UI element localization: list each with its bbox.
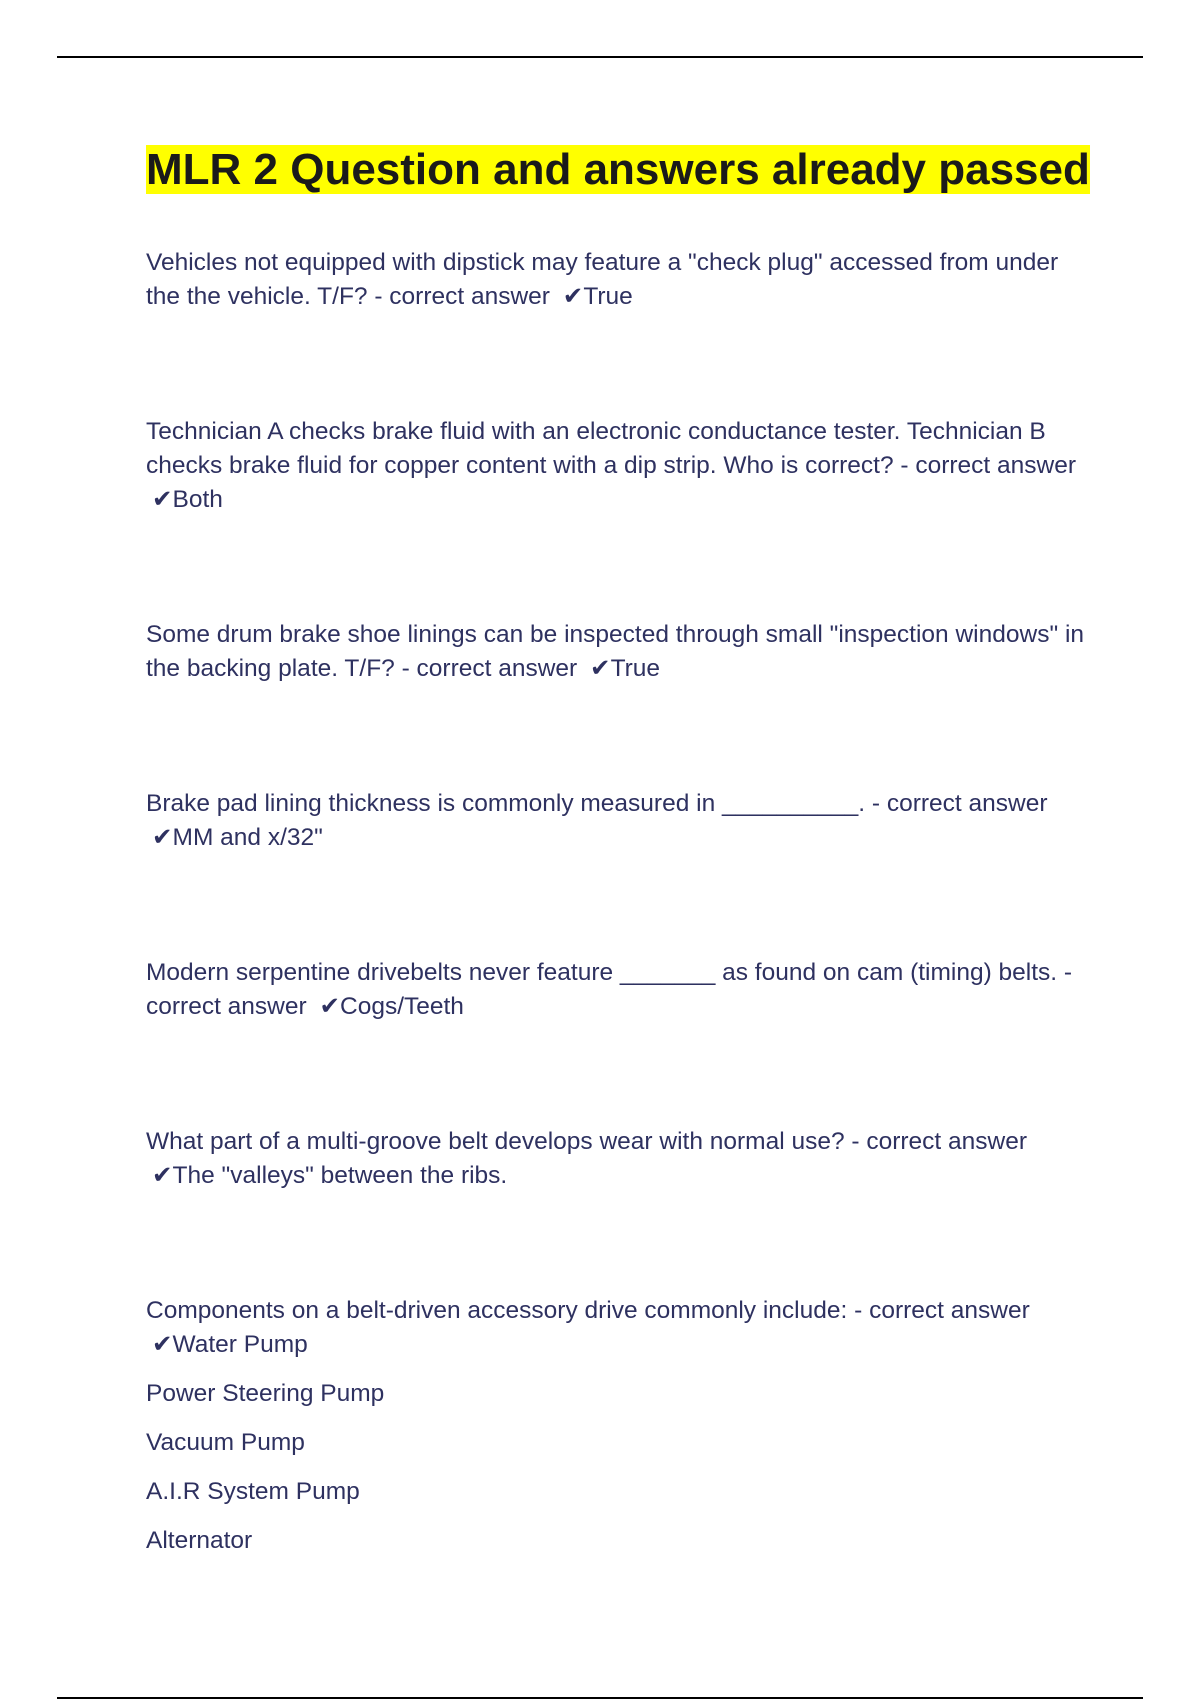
answer-text: The "valleys" between the ribs.	[172, 1162, 508, 1189]
answer-continuation-line: Alternator	[146, 1527, 253, 1554]
answer-text: Both	[172, 486, 223, 513]
question-text: Components on a belt-driven accessory drive commonly include: - correct answer	[146, 1297, 1030, 1324]
question-text: Modern serpentine drivebelts never feature _______ as found on cam (timing) belts. - correct answer	[146, 959, 1073, 1020]
checkmark-icon: ✔	[562, 283, 584, 310]
qa-item	[146, 787, 1096, 855]
checkmark-icon: ✔	[590, 655, 611, 682]
document-body	[146, 142, 1096, 1558]
qa-list	[146, 246, 1096, 1558]
qa-item	[146, 415, 1096, 517]
answer-continuation-line: A.I.R System Pump	[146, 1478, 360, 1505]
header-rule	[57, 56, 1143, 58]
answer-text: True	[583, 283, 633, 310]
checkmark-icon: ✔	[152, 1331, 173, 1358]
document-title	[146, 142, 1096, 198]
answer-text: True	[610, 655, 661, 682]
checkmark-icon: ✔	[152, 1162, 173, 1189]
question-text: Vehicles not equipped with dipstick may feature a "check plug" accessed from under the the vehicle. T/F? - correct answer	[146, 249, 1059, 310]
qa-item	[146, 246, 1096, 314]
question-text: Some drum brake shoe linings can be inspected through small "inspection windows" in the backing plate. T/F? - correct answer	[146, 621, 1085, 682]
question-text: What part of a multi-groove belt develops wear with normal use? - correct answer	[146, 1128, 1028, 1155]
question-text: Brake pad lining thickness is commonly measured in __________. - correct answer	[146, 790, 1048, 817]
qa-item	[146, 618, 1096, 686]
checkmark-icon: ✔	[152, 824, 173, 851]
title-highlight: MLR 2 Question and answers already passed	[146, 145, 1090, 194]
answer-text: Cogs/Teeth	[340, 993, 464, 1020]
qa-item	[146, 956, 1096, 1024]
answer-continuation-line: Power Steering Pump	[146, 1380, 385, 1407]
answer-text: MM and x/32"	[172, 824, 323, 851]
checkmark-icon: ✔	[319, 993, 340, 1020]
footer-rule	[57, 1697, 1143, 1699]
qa-item	[146, 1125, 1096, 1193]
question-text: Technician A checks brake fluid with an electronic conductance tester. Technician B checks brake fluid for copper content with a dip strip. Who is correct? - correct answer	[146, 418, 1077, 479]
qa-item	[146, 1294, 1096, 1362]
answer-text: Water Pump	[172, 1331, 308, 1358]
checkmark-icon: ✔	[152, 486, 173, 513]
answer-continuation-line: Vacuum Pump	[146, 1429, 305, 1456]
